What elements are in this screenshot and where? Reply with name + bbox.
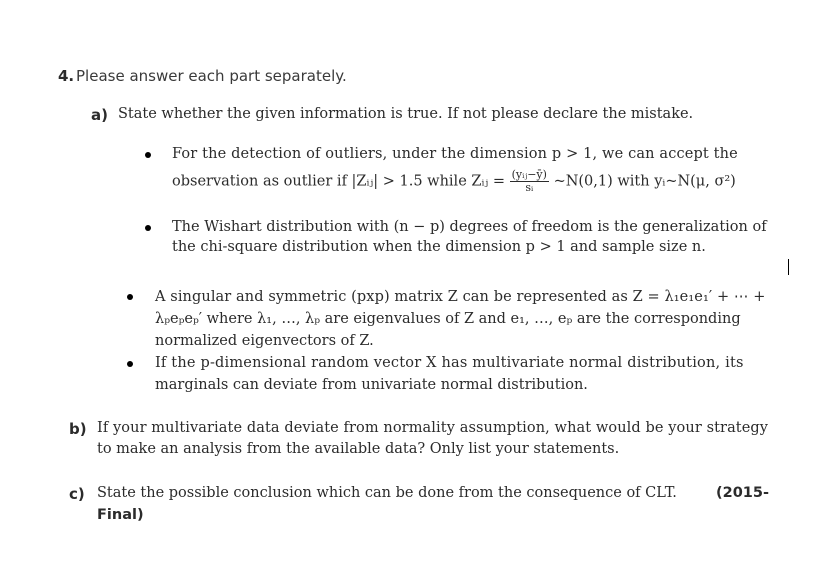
statement-4-line-1: If the p-dimensional random vector X has multivariate normal distribution, its — [155, 355, 744, 371]
statement-1-line-2 — [172, 169, 736, 194]
question-number: 4. — [58, 67, 75, 85]
part-c-source-2: Final) — [97, 507, 144, 523]
statement-4-line-2: marginals can deviate from univariate normal distribution. — [155, 377, 588, 393]
text-cursor — [788, 259, 789, 275]
bullet-marker — [127, 361, 133, 367]
statement-1-suffix: ~N(0,1) with yᵢ~N(μ, σ²) — [553, 173, 736, 190]
part-a-label: a) — [91, 106, 108, 124]
question-instruction: Please answer each part separately. — [76, 67, 347, 85]
statement-1-line-1: For the detection of outliers, under the dimension p > 1, we can accept the — [172, 146, 738, 162]
bullet-marker — [127, 294, 133, 300]
part-c-label: c) — [69, 485, 85, 503]
part-b-line-1: If your multivariate data deviate from normality assumption, what would be your strategy — [97, 420, 769, 436]
fraction-numerator: (yᵢⱼ−ȳ) — [511, 168, 547, 181]
statement-3-line-3: normalized eigenvectors of Z. — [155, 333, 374, 349]
part-b-label: b) — [69, 420, 87, 438]
z-score-fraction — [510, 169, 549, 194]
part-c-line-1: State the possible conclusion which can be done from the consequence of CLT. — [97, 485, 677, 501]
statement-1-prefix: observation as outlier if |Zᵢⱼ| > 1.5 while Zᵢⱼ = — [172, 173, 505, 190]
part-b-line-2: to make an analysis from the available data? Only list your statements. — [97, 441, 620, 457]
statement-3-line-2: λₚeₚeₚ′ where λ₁, …, λₚ are eigenvalues of Z and e₁, …, eₚ are the corresponding — [155, 311, 741, 327]
fraction-denominator: sᵢ — [525, 181, 534, 194]
statement-2-line-1: The Wishart distribution with (n − p) degrees of freedom is the generalization of — [172, 219, 767, 235]
bullet-marker — [145, 225, 151, 231]
statement-3-line-1: A singular and symmetric (pxp) matrix Z can be represented as Z = λ₁e₁e₁′ + ⋯ + — [155, 289, 766, 305]
statement-2-line-2: the chi-square distribution when the dimension p > 1 and sample size n. — [172, 239, 706, 255]
part-c-source-1: (2015- — [716, 485, 770, 501]
bullet-marker — [145, 152, 151, 158]
part-a-prompt: State whether the given information is true. If not please declare the mistake. — [118, 106, 694, 122]
